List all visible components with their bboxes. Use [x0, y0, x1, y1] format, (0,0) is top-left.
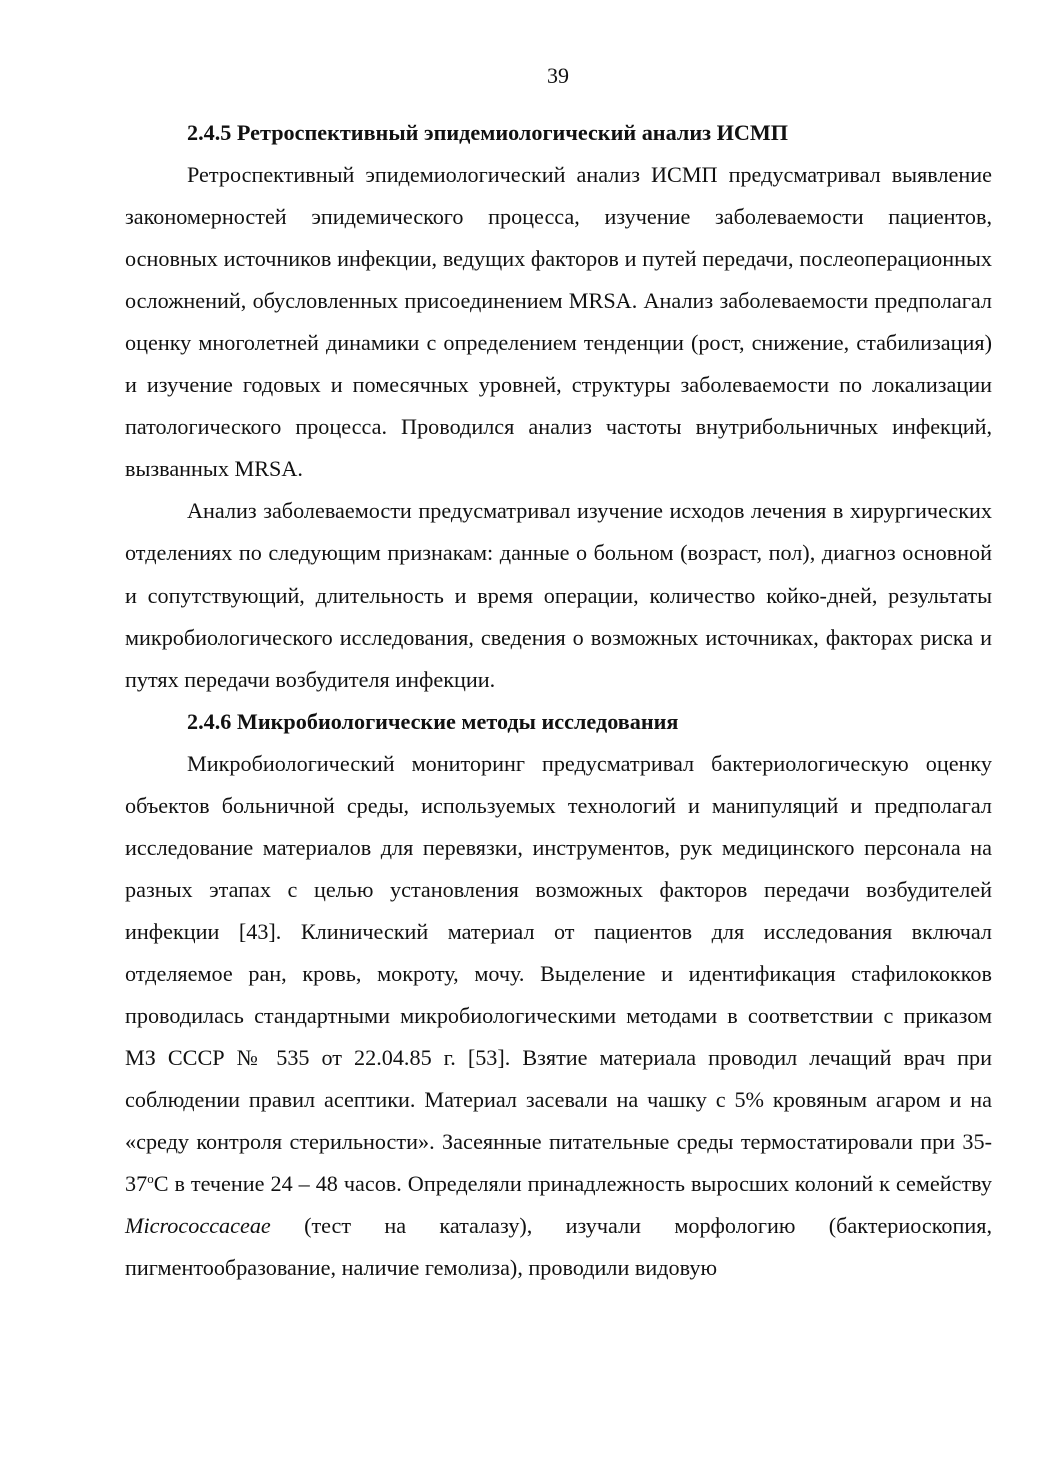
paragraph-text: Микробиологический мониторинг предусматривал бактериологическую оценку объектов больничной среды, используемых технологий и манипуляций и предполагал исследование материалов для перевязки, инструментов, рук медицинского персонала на разных этапах с целью установления возможных факторов передачи возбудителей инфекции [43]. Клинический материал от пациентов для исследования включал отделяемое ран, кровь, мокроту, мочу. Выделение и идентификация стафилококков проводилась стандартными микробиологическими методами в соответствии с приказом МЗ СССР № 535 от 22.04.85 г. [53]. Взятие материала проводил лечащий врач при соблюдении правил асептики. Материал засевали на чашку с 5% кровяным агаром и на «среду контроля стерильности». Засеянные питательные среды термостатировали при 35-37: [125, 750, 992, 1197]
section-heading-2-4-6: 2.4.6 Микробиологические методы исследования: [187, 708, 679, 734]
document-body: [125, 112, 992, 1289]
paragraph-text: С в течение 24 – 48 часов. Определяли принадлежность выросших колоний к семейству: [153, 1171, 992, 1197]
paragraph: Ретроспективный эпидемиологический анализ ИСМП предусматривал выявление закономерностей эпидемического процесса, изучение заболеваемости пациентов, основных источников инфекции, ведущих факторов и путей передачи, послеоперационных осложнений, обусловленных присоединением MRSA. Анализ заболеваемости предполагал оценку многолетней динамики с определением тенденции (рост, снижение, стабилизация) и изучение годовых и помесячных уровней, структуры заболеваемости по локализации патологического процесса. Проводился анализ частоты внутрибольничных инфекций, вызванных MRSA.: [125, 162, 992, 482]
degree-superscript: o: [147, 1171, 154, 1187]
paragraph: [125, 743, 992, 1290]
family-name-italic: Micrococcaceae: [125, 1213, 271, 1239]
paragraph: Анализ заболеваемости предусматривал изучение исходов лечения в хирургических отделениях по следующим признакам: данные о больном (возраст, пол), диагноз основной и сопутствующий, длительность и время операции, количество койко-дней, результаты микробиологического исследования, сведения о возможных источниках, факторах риска и путях передачи возбудителя инфекции.: [125, 498, 992, 692]
paragraph-text: (тест на каталазу), изучали морфологию (бактериоскопия, пигментообразование, наличие гемолиза), проводили видовую: [125, 1213, 992, 1281]
page-number: 39: [547, 63, 569, 88]
section-heading-2-4-5: 2.4.5 Ретроспективный эпидемиологический анализ ИСМП: [187, 120, 789, 145]
